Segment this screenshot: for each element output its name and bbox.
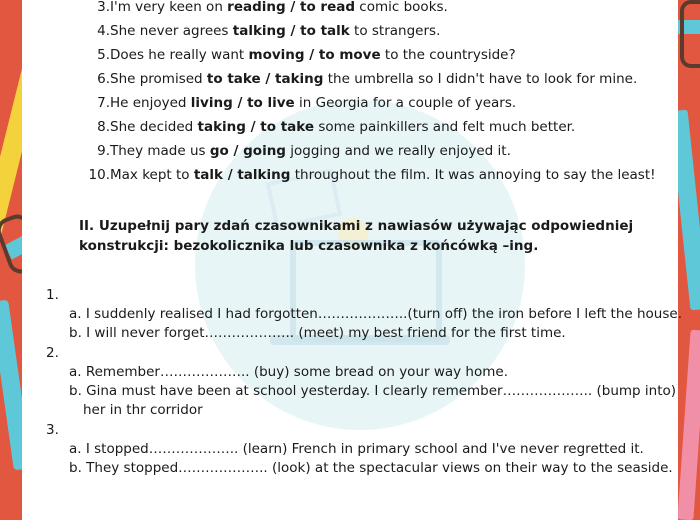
sentence-a: a. I stopped……………….. (learn) French in primary school and I've never regretted it. <box>69 441 644 457</box>
sentence-a: a. I suddenly realised I had forgotten………………..(turn off) the iron before I left the house. <box>69 306 682 322</box>
group-number: 2. <box>46 345 59 361</box>
item-number: 10. <box>88 167 110 183</box>
group-number: 3. <box>46 422 59 438</box>
item-text: some painkillers and felt much better. <box>314 119 576 135</box>
sentence-b-continuation: her in thr corridor <box>83 402 203 418</box>
section-heading: II. Uzupełnij pary zdań czasownikami z nawiasów używając odpowiedniej konstrukcji: bezokolicznika lub czasownika z końcówką –ing. <box>79 218 634 254</box>
exercise-item <box>86 118 575 136</box>
item-text: Max kept to <box>110 167 194 183</box>
item-number: 9. <box>97 143 110 159</box>
item-number: 5. <box>97 47 110 63</box>
exercise-item <box>86 94 516 112</box>
item-text: to the countryside? <box>380 47 516 63</box>
sentence-b: b. Gina must have been at school yesterday. I clearly remember……………….. (bump into) <box>69 383 677 399</box>
exercise-item <box>86 46 516 64</box>
item-text: They made us <box>110 143 210 159</box>
item-text: Does he really want <box>110 47 249 63</box>
group-number: 1. <box>46 287 59 303</box>
sentence-b: b. They stopped……………….. (look) at the spectacular views on their way to the seaside. <box>69 460 673 476</box>
item-text: She promised <box>110 71 207 87</box>
item-number: 6. <box>97 71 110 87</box>
item-number: 4. <box>97 23 110 39</box>
item-text: jogging and we really enjoyed it. <box>285 143 511 159</box>
item-text: She never agrees <box>110 23 233 39</box>
item-number: 7. <box>97 95 110 111</box>
item-options: living / to live <box>190 95 295 111</box>
item-text: in Georgia for a couple of years. <box>294 95 517 111</box>
exercise-item <box>86 0 448 16</box>
exercise-item <box>86 70 637 88</box>
item-text: comic books. <box>355 0 448 15</box>
item-number: 3. <box>97 0 110 15</box>
exercise-item <box>86 22 440 40</box>
sentence-a: a. Remember……………….. (buy) some bread on your way home. <box>69 364 508 380</box>
item-text: He enjoyed <box>110 95 191 111</box>
item-options: taking / to take <box>197 119 315 135</box>
item-text: throughout the film. It was annoying to say the least! <box>290 167 656 183</box>
item-options: reading / to read <box>227 0 356 15</box>
item-number: 8. <box>97 119 110 135</box>
item-options: moving / to move <box>248 47 381 63</box>
item-text: to strangers. <box>349 23 441 39</box>
item-options: to take / taking <box>206 71 324 87</box>
item-options: talking / to talk <box>232 23 350 39</box>
sentence-b: b. I will never forget……………….. (meet) my best friend for the first time. <box>69 325 566 341</box>
item-options: go / going <box>209 143 286 159</box>
exercise-item <box>86 142 511 160</box>
exercise-item <box>86 166 656 184</box>
item-text: the umbrella so I didn't have to look for mine. <box>323 71 638 87</box>
item-options: talk / talking <box>193 167 291 183</box>
item-text: I'm very keen on <box>110 0 228 15</box>
item-text: She decided <box>110 119 198 135</box>
